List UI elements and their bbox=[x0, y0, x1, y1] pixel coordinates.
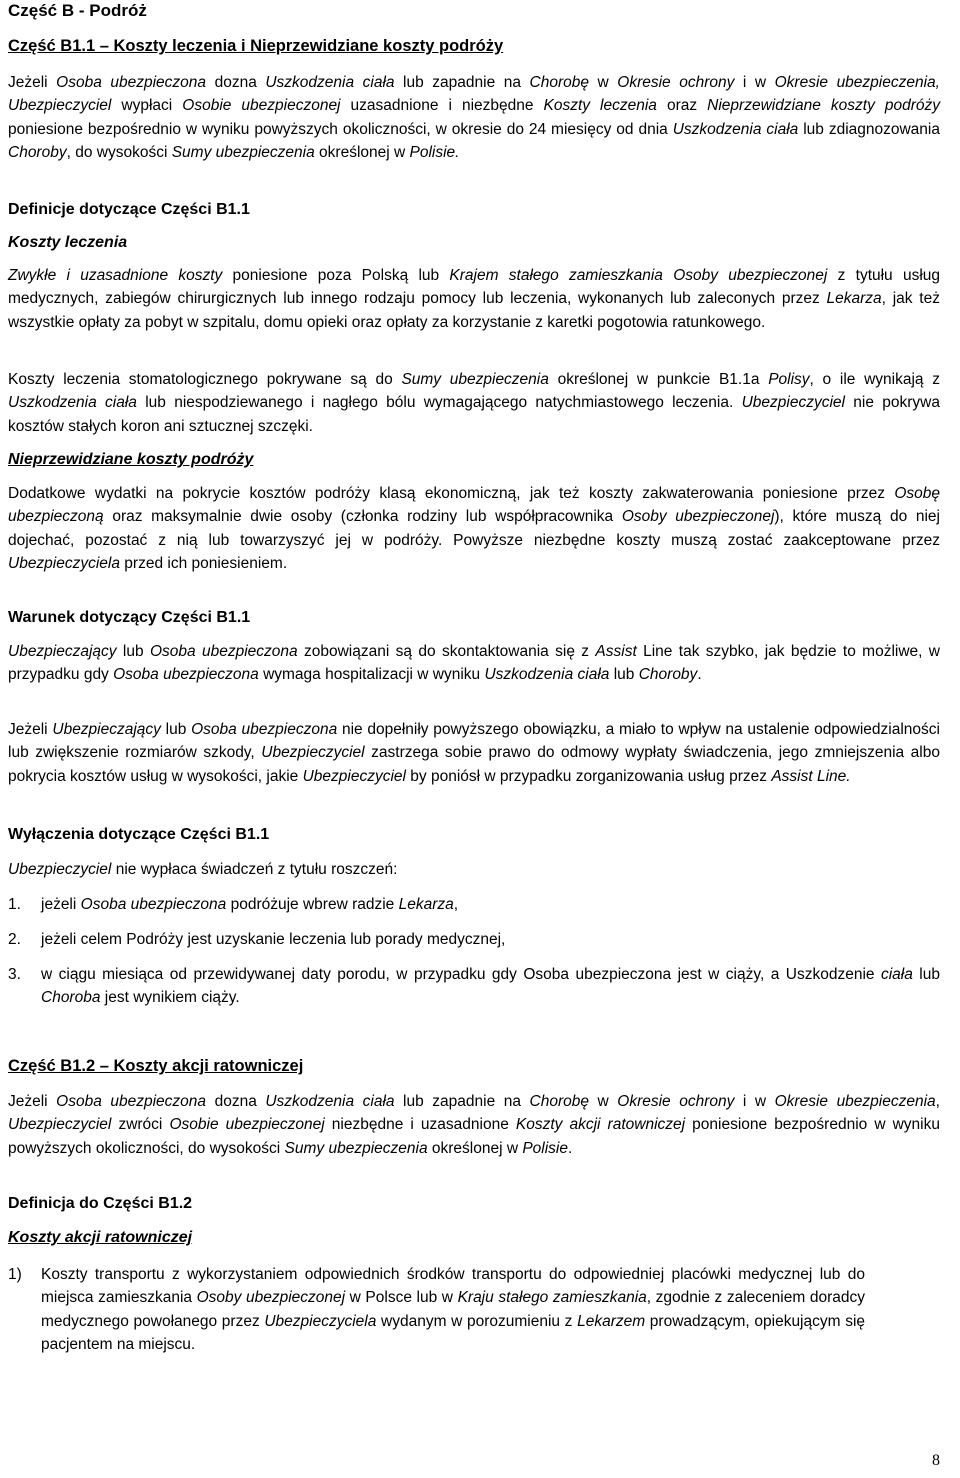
b12-title: Część B1.2 – Koszty akcji ratowniczej bbox=[8, 1057, 304, 1075]
italic-term: Assist Line. bbox=[771, 767, 851, 785]
text-run: oraz bbox=[656, 97, 708, 115]
exclusions-heading: Wyłączenia dotyczące Części B1.1 bbox=[8, 826, 270, 843]
text-run: . bbox=[568, 1139, 573, 1157]
list-number: 2. bbox=[8, 931, 21, 948]
italic-term: Kraju stałego zamieszkania bbox=[457, 1289, 647, 1307]
italic-term: Ubezpieczający bbox=[8, 643, 117, 660]
text-run: wypłaci bbox=[111, 97, 183, 115]
text-run: lub bbox=[912, 966, 940, 983]
list-number: 1) bbox=[8, 1266, 22, 1283]
text-run: , bbox=[453, 896, 459, 913]
rescue-costs-heading: Koszty akcji ratowniczej bbox=[8, 1229, 193, 1246]
text-run: uzasadnione i niezbędne bbox=[340, 97, 544, 115]
italic-term: Chorobę bbox=[529, 1093, 589, 1110]
text-run: , do wysokości bbox=[66, 144, 172, 162]
text-run: Koszty transportu z wykorzystaniem odpowiednich środków transportu do odpowiedniej placówki medycznej lub do miejsca zamieszkania bbox=[41, 1266, 865, 1307]
condition-heading: Warunek dotyczący Części B1.1 bbox=[8, 609, 251, 626]
exclusions-intro bbox=[8, 858, 940, 881]
list-text bbox=[41, 963, 940, 1010]
list-text bbox=[41, 1263, 865, 1357]
text-run: Jeżeli bbox=[8, 721, 53, 738]
italic-term: Okresie ochrony bbox=[617, 74, 735, 91]
text-run: jeżeli celem Podróży jest uzyskanie leczenia lub porady medycznej, bbox=[41, 931, 506, 948]
italic-term: Osoby ubezpieczonej bbox=[621, 508, 775, 526]
italic-term: Ubezpieczający bbox=[52, 721, 161, 738]
text-run: wymaga hospitalizacji w wyniku bbox=[258, 666, 485, 684]
text-run: lub zapadnie na bbox=[394, 74, 530, 91]
italic-term: Lekarza bbox=[826, 290, 882, 308]
text-run: określonej w punkcie B1.1a bbox=[548, 371, 769, 388]
text-run: zwróci bbox=[111, 1116, 170, 1134]
italic-term: Ubezpieczyciela bbox=[8, 555, 120, 573]
text-run: Line tak szybko, jak będzie to możliwe, w przypadku gdy bbox=[8, 643, 940, 684]
text-run: Koszty leczenia stomatologicznego pokrywane są do bbox=[8, 371, 402, 388]
italic-term: Choroby bbox=[638, 666, 698, 684]
italic-term: Uszkodzenia ciała bbox=[672, 120, 799, 138]
text-run: , jak też wszystkie opłaty za pobyt w szpitalu, domu opieki oraz opłaty za korzystanie z karetki pogotowia ratunkowego. bbox=[8, 290, 940, 331]
travel-costs-heading: Nieprzewidziane koszty podróży bbox=[8, 451, 254, 468]
text-run: prowadzącym, opiekującym się pacjentem na miejscu. bbox=[41, 1312, 866, 1354]
text-run: jeżeli bbox=[41, 896, 81, 913]
medical-costs-paragraph bbox=[8, 264, 940, 334]
italic-term: Okresie ubezpieczenia bbox=[774, 1093, 936, 1110]
italic-term: Osobie ubezpieczonej bbox=[169, 1116, 325, 1134]
italic-term: Osoby ubezpieczonej bbox=[196, 1289, 346, 1307]
text-run: ), które muszą do niej dojechać, pozostać z nią lub towarzyszyć jej w podróży. Powyższe niezbędne koszty muszą zostać zaakceptowane przez bbox=[8, 508, 940, 549]
text-run: dozna bbox=[206, 1093, 266, 1110]
list-text bbox=[41, 893, 940, 916]
list-number: 3. bbox=[8, 966, 21, 983]
medical-costs-heading: Koszty leczenia bbox=[8, 234, 128, 251]
italic-term: Ubezpieczyciel bbox=[741, 394, 845, 412]
italic-term: Polisie. bbox=[409, 144, 460, 162]
text-run: oraz maksymalnie dwie osoby (członka rodziny lub współpracownika bbox=[103, 508, 622, 526]
list-number: 1. bbox=[8, 896, 21, 913]
text-run: lub bbox=[609, 666, 639, 684]
text-run: zastrzega sobie prawo do odmowy wypłaty świadczenia, jego zmniejszenia albo pokrycia kosztów usług w wysokości, jakie bbox=[8, 744, 940, 785]
italic-term: Ubezpieczyciel bbox=[8, 1116, 112, 1134]
text-run: z tytułu usług medycznych, zabiegów chirurgicznych lub innego rodzaju pomocy lub leczenia, wykonanych lub zaleconych przez bbox=[8, 267, 940, 308]
text-run: , o ile wynikają z bbox=[809, 371, 940, 388]
text-run: podróżuje wbrew radzie bbox=[226, 896, 399, 913]
text-run: i w bbox=[734, 74, 775, 91]
text-run: . bbox=[697, 666, 702, 684]
italic-term: Choroby bbox=[8, 144, 67, 162]
italic-term: Polisy bbox=[768, 371, 810, 388]
italic-term: Osobę ubezpieczoną bbox=[8, 485, 940, 526]
text-run: w bbox=[588, 74, 618, 91]
italic-term: Polisie bbox=[522, 1139, 568, 1157]
text-run: lub bbox=[116, 643, 150, 660]
italic-term: Nieprzewidziane koszty podróży bbox=[707, 97, 941, 115]
text-run: poniesione bezpośrednio w wyniku powyższych okoliczności, do wysokości bbox=[8, 1116, 940, 1157]
italic-term: Uszkodzenia ciała bbox=[8, 394, 137, 412]
condition-paragraph-1 bbox=[8, 640, 940, 687]
b11-intro-paragraph bbox=[8, 71, 940, 165]
italic-term: Ubezpieczyciel bbox=[261, 744, 365, 762]
text-run: by poniósł w przypadku zorganizowania usług przez bbox=[406, 767, 772, 785]
text-run: Jeżeli bbox=[8, 1093, 57, 1110]
italic-term: Sumy ubezpieczenia bbox=[284, 1139, 428, 1157]
italic-term: Osoba ubezpieczona bbox=[80, 896, 227, 913]
text-run: Dodatkowe wydatki na pokrycie kosztów podróży klasą ekonomiczną, jak też koszty zakwaterowania poniesione przez bbox=[8, 485, 895, 502]
italic-term: Osoba ubezpieczona bbox=[191, 721, 338, 738]
text-run: jest wynikiem ciąży. bbox=[100, 989, 240, 1007]
italic-term: Ubezpieczyciel bbox=[8, 861, 112, 878]
text-run: , bbox=[935, 1093, 940, 1110]
text-run: i w bbox=[734, 1093, 775, 1110]
italic-term: Chorobę bbox=[529, 74, 589, 91]
text-run: niezbędne i uzasadnione bbox=[324, 1116, 516, 1134]
b11-title: Część B1.1 – Koszty leczenia i Nieprzewidziane koszty podróży bbox=[8, 37, 504, 55]
text-run: lub zdiagnozowania bbox=[798, 120, 940, 138]
dental-costs-paragraph bbox=[8, 368, 940, 438]
italic-term: Zwykłe i uzasadnione koszty bbox=[8, 267, 223, 284]
b12-intro-paragraph bbox=[8, 1090, 940, 1160]
text-run: dozna bbox=[206, 74, 266, 91]
italic-term: ciała bbox=[880, 966, 913, 983]
page-number: 8 bbox=[932, 1452, 940, 1469]
list-text bbox=[41, 928, 940, 951]
italic-term: Uszkodzenia ciała bbox=[484, 666, 610, 684]
text-run: zobowiązani są do skontaktowania się z bbox=[297, 643, 596, 660]
definition-heading: Definicja do Części B1.2 bbox=[8, 1195, 193, 1212]
text-run: nie dopełniły powyższego obowiązku, a miało to wpływ na ustalenie odpowiedzialności lub zwiększenie rozmiarów szkody, bbox=[8, 721, 940, 762]
italic-term: Osoba ubezpieczona bbox=[56, 1093, 207, 1110]
text-run: lub bbox=[160, 721, 192, 738]
text-run: Jeżeli bbox=[8, 74, 57, 91]
text-run: nie wypłaca świadczeń z tytułu roszczeń: bbox=[111, 861, 398, 878]
italic-term: Ubezpieczyciela bbox=[264, 1312, 377, 1330]
italic-term: Osobie ubezpieczonej bbox=[182, 97, 341, 115]
condition-paragraph-2 bbox=[8, 718, 940, 788]
text-run: nie pokrywa kosztów stałych koron ani sztucznej szczęki. bbox=[8, 394, 940, 435]
text-run: określonej w bbox=[314, 144, 410, 162]
italic-term: Osoba ubezpieczona bbox=[113, 666, 259, 684]
text-run: lub zapadnie na bbox=[394, 1093, 530, 1110]
definitions-heading: Definicje dotyczące Części B1.1 bbox=[8, 201, 250, 218]
text-run: w bbox=[588, 1093, 618, 1110]
text-run: w ciągu miesiąca od przewidywanej daty porodu, w przypadku gdy Osoba ubezpieczona jest w ciąży, a Uszkodzenie bbox=[41, 966, 881, 983]
italic-term: Lekarza bbox=[398, 896, 454, 913]
italic-term: Sumy ubezpieczenia bbox=[171, 144, 315, 162]
italic-term: Koszty akcji ratowniczej bbox=[515, 1116, 686, 1134]
italic-term: Choroba bbox=[41, 989, 101, 1007]
text-run: , zgodnie z zaleceniem doradcy medycznego powołanego przez bbox=[41, 1289, 865, 1330]
text-run: przed ich poniesieniem. bbox=[120, 555, 288, 573]
section-title: Część B - Podróż bbox=[8, 1, 147, 20]
italic-term: Assist bbox=[595, 643, 637, 660]
italic-term: Ubezpieczyciel bbox=[302, 767, 406, 785]
text-run: wydanym w porozumieniu z bbox=[376, 1312, 578, 1330]
italic-term: Uszkodzenia ciała bbox=[265, 1093, 395, 1110]
text-run: określonej w bbox=[427, 1139, 523, 1157]
text-run: lub niespodziewanego i nagłego bólu wymagającego natychmiastowego leczenia. bbox=[136, 394, 742, 412]
italic-term: Sumy ubezpieczenia bbox=[401, 371, 549, 388]
italic-term: Okresie ubezpieczenia, Ubezpieczyciel bbox=[8, 74, 940, 115]
italic-term: Krajem stałego zamieszkania Osoby ubezpieczonej bbox=[449, 267, 828, 284]
travel-costs-paragraph bbox=[8, 482, 940, 576]
italic-term: Uszkodzenia ciała bbox=[265, 74, 395, 91]
text-run: poniesione bezpośrednio w wyniku powyższych okoliczności, w okresie do 24 miesięcy od dnia bbox=[8, 120, 673, 138]
italic-term: Lekarzem bbox=[577, 1312, 646, 1330]
italic-term: Okresie ochrony bbox=[617, 1093, 735, 1110]
text-run: poniesione poza Polską lub bbox=[222, 267, 450, 284]
text-run: w Polsce lub w bbox=[345, 1289, 458, 1307]
italic-term: Osoba ubezpieczona bbox=[56, 74, 207, 91]
italic-term: Koszty leczenia bbox=[543, 97, 657, 115]
italic-term: Osoba ubezpieczona bbox=[149, 643, 298, 660]
